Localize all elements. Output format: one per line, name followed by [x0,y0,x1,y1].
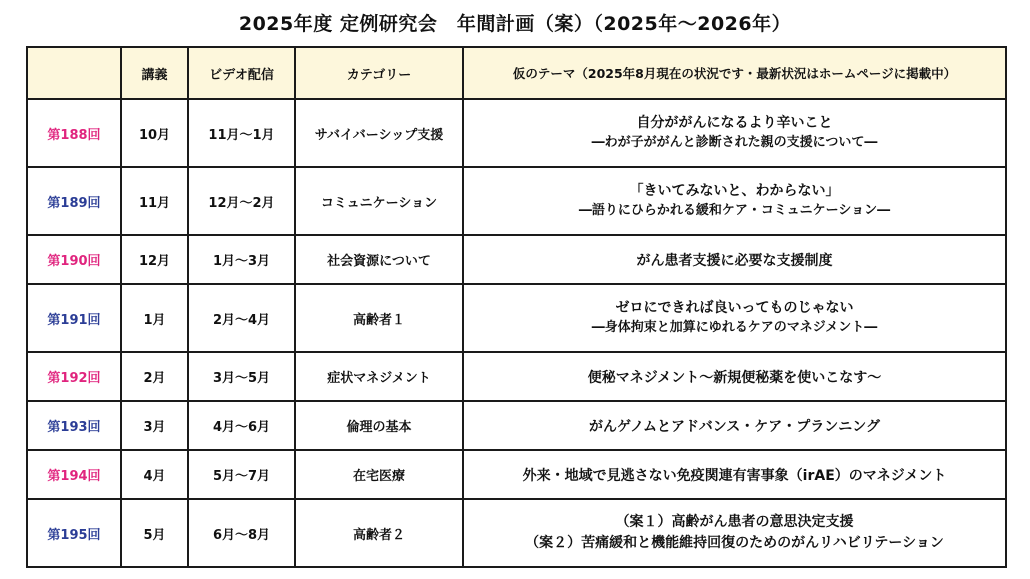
lecture-month: 4月 [121,450,188,499]
theme-title: がんゲノムとアドバンス・ケア・プランニング [588,418,881,435]
lecture-month: 3月 [121,401,188,450]
table-row [27,352,1006,401]
category: コミュニケーション [295,167,463,235]
category: 在宅医療 [295,450,463,499]
session-number: 第191回 [27,284,121,352]
table-row [27,401,1006,450]
schedule-table [26,46,1007,568]
table-row [27,284,1006,352]
theme-cell [463,499,1006,567]
theme-title: ゼロにできれば良いってものじゃない [615,300,854,316]
header-video: ビデオ配信 [188,47,295,99]
table-row [27,235,1006,284]
category: 症状マネジメント [295,352,463,401]
session-number: 第189回 [27,167,121,235]
theme-cell [463,352,1006,401]
video-period: 3月～5月 [188,352,295,401]
theme-title: 便秘マネジメント～新規便秘薬を使いこなす～ [587,369,882,386]
session-number: 第188回 [27,99,121,167]
theme-title: 自分ががんになるより辛いこと [636,115,833,131]
session-number: 第194回 [27,450,121,499]
video-period: 12月～2月 [188,167,295,235]
theme-title: 外来・地域で見逃さない免疫関連有害事象（irAE）のマネジメント [522,467,947,484]
category: 高齢者２ [295,499,463,567]
video-period: 1月～3月 [188,235,295,284]
table-row [27,450,1006,499]
category: 社会資源について [295,235,463,284]
lecture-month: 2月 [121,352,188,401]
theme-subtitle: ―わが子ががんと診断された親の支援について― [591,135,878,150]
table-row [27,167,1006,235]
lecture-month: 5月 [121,499,188,567]
video-period: 11月～1月 [188,99,295,167]
theme-title: がん患者支援に必要な支援制度 [636,252,833,269]
lecture-month: 1月 [121,284,188,352]
session-number: 第193回 [27,401,121,450]
session-number: 第190回 [27,235,121,284]
session-number: 第195回 [27,499,121,567]
theme-option-1: （案１）高齢がん患者の意思決定支援 [615,514,854,530]
header-session [27,47,121,99]
session-number: 第192回 [27,352,121,401]
lecture-month: 12月 [121,235,188,284]
theme-option-2: （案２）苦痛緩和と機能維持回復のためのがんリハビリテーション [525,535,944,551]
lecture-month: 10月 [121,99,188,167]
table-row [27,499,1006,567]
category: 倫理の基本 [295,401,463,450]
header-theme: 仮のテーマ（2025年8月現在の状況です・最新状況はホームページに掲載中） [463,47,1006,99]
theme-cell [463,284,1006,352]
table-header-row [27,47,1006,99]
lecture-month: 11月 [121,167,188,235]
theme-cell [463,235,1006,284]
header-lecture: 講義 [121,47,188,99]
theme-title: 「きいてみないと、わからない」 [629,183,840,199]
theme-subtitle: ―身体拘束と加算にゆれるケアのマネジメント― [591,320,878,335]
category: サバイバーシップ支援 [295,99,463,167]
category: 高齢者１ [295,284,463,352]
video-period: 4月～6月 [188,401,295,450]
video-period: 2月～4月 [188,284,295,352]
theme-cell [463,401,1006,450]
theme-cell [463,167,1006,235]
header-category: カテゴリー [295,47,463,99]
table-row [27,99,1006,167]
page-title: 2025年度 定例研究会 年間計画（案）（2025年～2026年） [238,13,792,35]
theme-cell [463,99,1006,167]
video-period: 6月～8月 [188,499,295,567]
theme-cell [463,450,1006,499]
video-period: 5月～7月 [188,450,295,499]
theme-subtitle: ―語りにひらかれる緩和ケア・コミュニケーション― [578,203,891,218]
